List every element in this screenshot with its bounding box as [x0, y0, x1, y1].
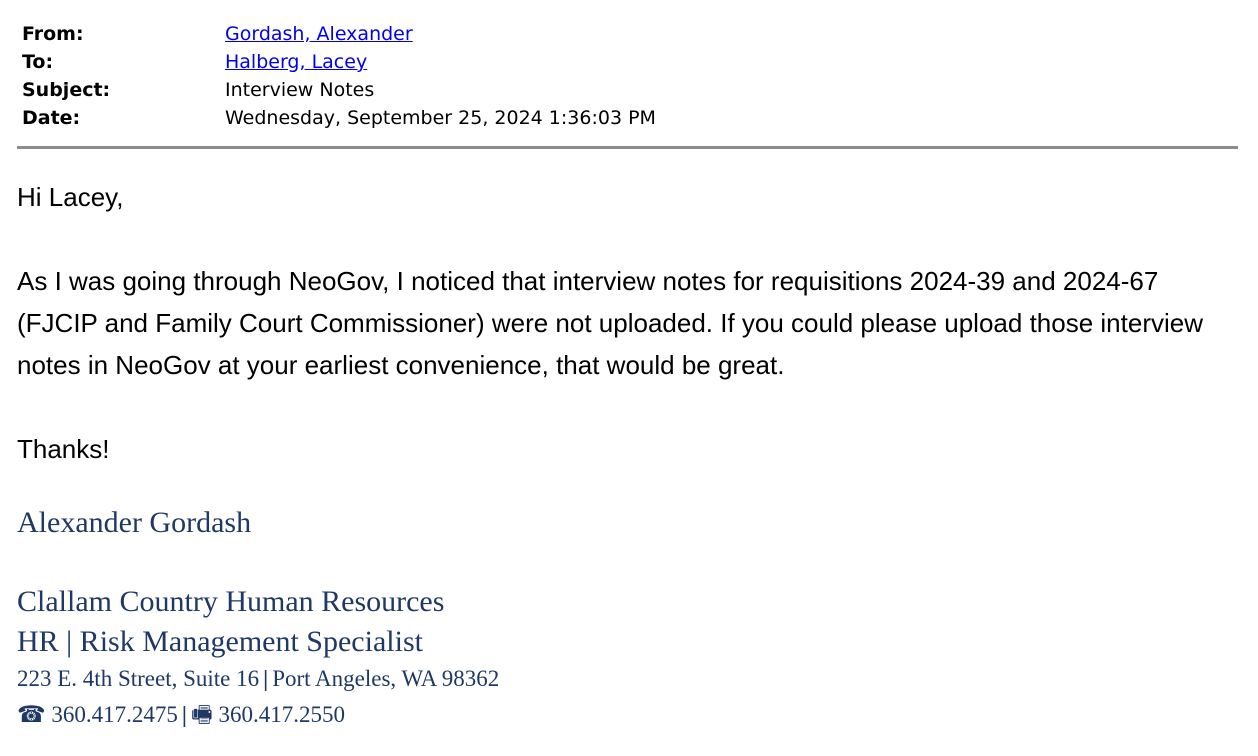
email-header — [22, 20, 656, 132]
to-row — [22, 48, 656, 76]
address-separator: | — [263, 666, 269, 691]
email-body — [17, 176, 1242, 470]
from-row — [22, 20, 656, 48]
fax-icon: 🖷 — [190, 702, 213, 727]
from-label: From: — [22, 23, 84, 45]
signature-organization: Clallam Country Human Resources — [17, 585, 445, 618]
phone-icon: ☎ — [17, 702, 46, 727]
contact-separator: | — [181, 702, 187, 727]
to-label: To: — [22, 51, 54, 73]
subject-value: Interview Notes — [225, 79, 375, 101]
subject-label: Subject: — [22, 79, 111, 101]
closing: Thanks! — [17, 434, 110, 464]
signature-address — [17, 666, 499, 692]
signature-title: HR | Risk Management Specialist — [17, 625, 423, 658]
greeting: Hi Lacey, — [17, 182, 124, 212]
from-link[interactable]: Gordash, Alexander — [225, 23, 413, 45]
address-street: 223 E. 4th Street, Suite 16 — [17, 666, 260, 691]
header-divider — [17, 146, 1238, 149]
body-paragraph: As I was going through NeoGov, I noticed that interview notes for requisitions 2024-39 and 2024-67 (FJCIP and Family Court Commissioner) were not uploaded. If you could please upload those interview notes in NeoGov at your earliest convenience, that would be great. — [17, 266, 1203, 380]
date-row — [22, 104, 656, 132]
to-link[interactable]: Halberg, Lacey — [225, 51, 368, 73]
date-label: Date: — [22, 107, 81, 129]
signature-contact — [17, 698, 345, 737]
address-city: Port Angeles, WA 98362 — [272, 666, 500, 691]
subject-row — [22, 76, 656, 104]
date-value: Wednesday, September 25, 2024 1:36:03 PM — [225, 107, 656, 129]
fax-number: 360.417.2550 — [218, 702, 345, 727]
signature-name: Alexander Gordash — [17, 506, 252, 539]
phone-number: 360.417.2475 — [51, 702, 178, 727]
